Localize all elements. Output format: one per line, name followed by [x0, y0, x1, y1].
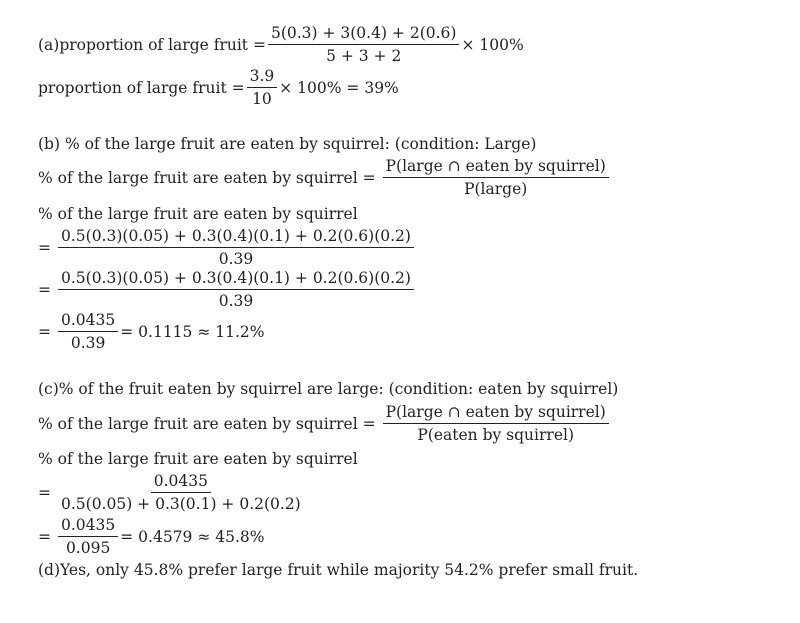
part-c-result-equals: =	[38, 527, 51, 546]
part-b-step-1-numerator: 0.5(0.3)(0.05) + 0.3(0.4)(0.1) + 0.2(0.6)(0.2)	[58, 227, 414, 248]
part-b-step-2	[38, 269, 416, 310]
part-c-definition-lhs: % of the large fruit are eaten by squirrel =	[38, 414, 376, 433]
part-c-heading-text: (c)% of the fruit eaten by squirrel are large: (condition: eaten by squirrel)	[38, 380, 619, 398]
part-b-result-fraction	[58, 311, 118, 352]
part-b-label-text: % of the large fruit are eaten by squirrel	[38, 205, 358, 223]
part-c-result	[38, 516, 264, 557]
part-a-fraction-2-numerator: 3.9	[247, 67, 278, 88]
part-b-heading-text: (b) % of the large fruit are eaten by squirrel: (condition: Large)	[38, 135, 537, 153]
part-a-fraction-2-denominator: 10	[252, 90, 272, 108]
part-b-step-2-fraction	[58, 269, 414, 310]
part-b-step-1-fraction	[58, 227, 414, 268]
part-a-line-2	[38, 67, 399, 108]
part-b-step-1	[38, 227, 416, 268]
part-d-conclusion-text: (d)Yes, only 45.8% prefer large fruit while majority 54.2% prefer small fruit.	[38, 561, 639, 579]
part-a-line-2-lhs: proportion of large fruit =	[38, 78, 245, 97]
part-c-label	[38, 450, 358, 468]
part-c-result-tail: = 0.4579 ≈ 45.8%	[120, 527, 265, 546]
part-b-step-2-equals: =	[38, 280, 51, 299]
part-b-heading	[38, 135, 536, 153]
part-b-result-equals: =	[38, 322, 51, 341]
part-b-definition-fraction	[383, 157, 609, 198]
part-b-definition-numerator: P(large ∩ eaten by squirrel)	[383, 157, 609, 178]
part-b-result-denominator: 0.39	[70, 334, 106, 352]
part-a-line-1	[38, 24, 524, 65]
part-c-result-fraction	[58, 516, 118, 557]
part-a-line-1-lhs: (a)proportion of large fruit =	[38, 35, 266, 54]
part-c-definition-numerator: P(large ∩ eaten by squirrel)	[383, 403, 609, 424]
part-a-line-2-tail: × 100% = 39%	[279, 78, 399, 97]
part-c-step-1	[38, 472, 306, 513]
part-b-step-2-denominator: 0.39	[218, 292, 254, 310]
part-c-step-1-equals: =	[38, 483, 51, 502]
part-b-result-numerator: 0.0435	[58, 311, 118, 332]
part-a-fraction-2	[247, 67, 278, 108]
part-c-result-numerator: 0.0435	[58, 516, 118, 537]
part-b-definition-denominator: P(large)	[464, 180, 528, 198]
part-b-step-1-denominator: 0.39	[218, 250, 254, 268]
part-c-step-1-numerator: 0.0435	[151, 472, 211, 493]
part-b-label	[38, 205, 358, 223]
part-c-step-1-denominator: 0.5(0.05) + 0.3(0.1) + 0.2(0.2)	[61, 495, 301, 513]
part-c-result-denominator: 0.095	[65, 539, 111, 557]
part-b-result-tail: = 0.1115 ≈ 11.2%	[120, 322, 265, 341]
part-c-definition-denominator: P(eaten by squirrel)	[417, 426, 574, 444]
part-d-conclusion	[38, 561, 638, 579]
part-c-step-1-fraction	[58, 472, 304, 513]
part-a-line-1-tail: × 100%	[461, 35, 524, 54]
part-a-fraction-1-denominator: 5 + 3 + 2	[326, 47, 402, 65]
part-c-definition-fraction	[383, 403, 609, 444]
part-c-label-text: % of the large fruit are eaten by squirrel	[38, 450, 358, 468]
part-c-heading	[38, 380, 618, 398]
part-b-definition-lhs: % of the large fruit are eaten by squirrel =	[38, 168, 376, 187]
part-b-step-1-equals: =	[38, 238, 51, 257]
part-b-step-2-numerator: 0.5(0.3)(0.05) + 0.3(0.4)(0.1) + 0.2(0.6)(0.2)	[58, 269, 414, 290]
part-a-fraction-1	[268, 24, 460, 65]
part-b-result	[38, 311, 264, 352]
part-b-definition	[38, 157, 611, 198]
part-a-fraction-1-numerator: 5(0.3) + 3(0.4) + 2(0.6)	[268, 24, 460, 45]
part-c-definition	[38, 403, 611, 444]
